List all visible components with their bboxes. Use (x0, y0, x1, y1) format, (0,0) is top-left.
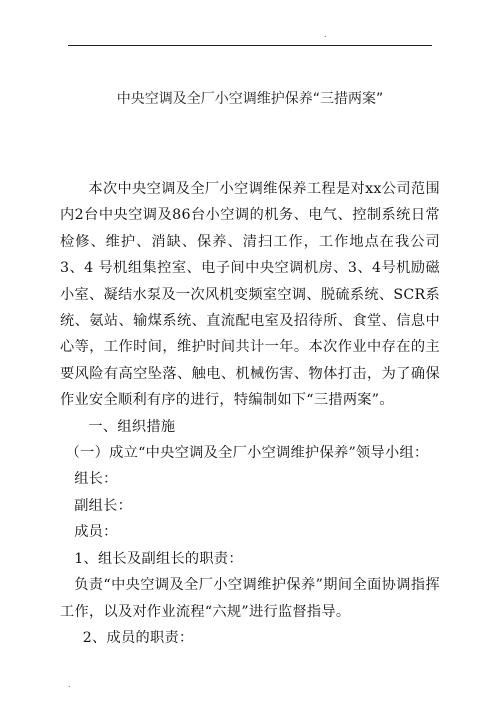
duty1-heading: 1、组长及副组长的职责： (74, 550, 243, 567)
document-body (60, 176, 440, 651)
footer-dot: . (68, 680, 71, 689)
deputy-leader-line: 副组长： (74, 497, 133, 514)
intro-paragraph: 本次中央空调及全厂小空调维保养工程是对xx公司范围内2台中央空调及86台小空调的机务、电气、控制系统日常检修、维护、消缺、保养、清扫工作，工作地点在我公司3、4 号机组集控室、电子间中央空调机房、3、4号机励磁小室、凝结水泵及一次风机变频室空调、脱硫系统、SCR系统、氨站、输煤系统、直流配电室及招待所、食堂、信息中心等，工作时间，维护时间共计一年。本次作业中存在的主要风险有高空坠落、触电、机械伤害、物体打击，为了确保作业安全顺利有序的进行，特编制如下“三措两案”。 (60, 181, 440, 409)
members-line: 成员： (74, 524, 118, 541)
duty1-text: 负责“中央空调及全厂小空调维护保养”期间全面协调指挥工作，以及对作业流程“六规”进行监督指导。 (60, 577, 440, 620)
section-heading-organization: 一、组织措施 (88, 418, 176, 435)
duty2-heading: 2、成员的职责： (82, 629, 194, 646)
document-title: 中央空调及全厂小空调维护保养“三措两案” (116, 91, 384, 107)
header-dot: . (324, 30, 327, 39)
subsection-heading-leadership-group: （一）成立“中央空调及全厂小空调维护保养”领导小组： (65, 445, 429, 462)
leader-line: 组长： (74, 471, 118, 488)
header-rule (68, 45, 432, 46)
